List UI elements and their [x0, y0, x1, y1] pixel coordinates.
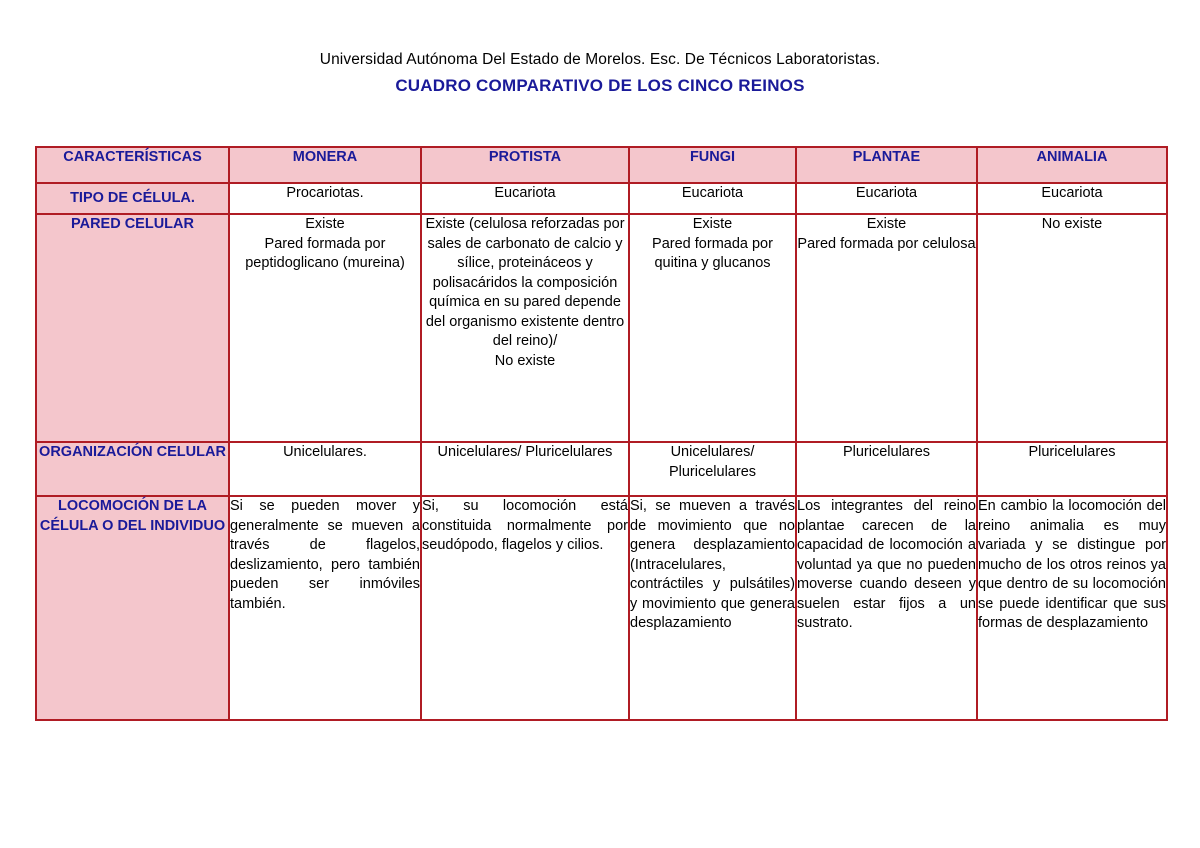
- table-row: [36, 442, 1167, 496]
- cell-protista-tipo: Eucariota: [421, 183, 629, 214]
- cell-plantae-locomocion: Los integrantes del reino plantae carecen de la capacidad de locomoción a voluntad ya que no pueden moverse cuando deseen y suelen estar fijos a un sustrato.: [796, 496, 977, 720]
- institution-line: Universidad Autónoma Del Estado de Morelos. Esc. De Técnicos Laboratoristas.: [319, 51, 881, 68]
- table-row: [36, 214, 1167, 442]
- cell-monera-pared: Existe Pared formada por peptidoglicano (mureina): [229, 214, 421, 442]
- column-header-monera: MONERA: [229, 147, 421, 183]
- cell-monera-tipo: Procariotas.: [229, 183, 421, 214]
- cell-plantae-tipo: Eucariota: [796, 183, 977, 214]
- cell-monera-locomocion: Si se pueden mover y generalmente se mueven a través de flagelos, deslizamiento, pero también pueden ser inmóviles también.: [229, 496, 421, 720]
- cell-plantae-organizacion: Pluricelulares: [796, 442, 977, 496]
- header-row: [36, 147, 1167, 183]
- column-header-fungi: FUNGI: [629, 147, 796, 183]
- cell-protista-locomocion: Si, su locomoción está constituida normalmente por seudópodo, flagelos y cilios.: [421, 496, 629, 720]
- row-header-tipo-celula: TIPO DE CÉLULA.: [36, 183, 229, 214]
- row-header-locomocion: LOCOMOCIÓN DE LA CÉLULA O DEL INDIVIDUO: [36, 496, 229, 720]
- row-header-organizacion-celular: ORGANIZACIÓN CELULAR: [36, 442, 229, 496]
- table-row: [36, 496, 1167, 720]
- cell-animalia-organizacion: Pluricelulares: [977, 442, 1167, 496]
- cell-fungi-pared: Existe Pared formada por quitina y glucanos: [629, 214, 796, 442]
- cell-fungi-tipo: Eucariota: [629, 183, 796, 214]
- column-header-protista: PROTISTA: [421, 147, 629, 183]
- cell-animalia-pared: No existe: [977, 214, 1167, 442]
- document-title: CUADRO COMPARATIVO DE LOS CINCO REINOS: [395, 76, 805, 95]
- cell-fungi-locomocion: Si, se mueven a través de movimiento que no genera desplazamiento (Intracelulares, contráctiles y pulsátiles) y movimiento que genera desplazamiento: [629, 496, 796, 720]
- cell-protista-organizacion: Unicelulares/ Pluricelulares: [421, 442, 629, 496]
- cell-animalia-locomocion: En cambio la locomoción del reino animalia es muy variada y se distingue por mucho de los otros reinos ya que dentro de su locomoción se puede identificar que sus formas de desplazamiento: [977, 496, 1167, 720]
- column-header-plantae: PLANTAE: [796, 147, 977, 183]
- comparison-table: [35, 146, 1168, 721]
- column-header-caracteristicas: CARACTERÍSTICAS: [36, 147, 229, 183]
- cell-monera-organizacion: Unicelulares.: [229, 442, 421, 496]
- cell-fungi-organizacion: Unicelulares/ Pluricelulares: [629, 442, 796, 496]
- cell-protista-pared: Existe (celulosa reforzadas por sales de carbonato de calcio y sílice, proteináceos y polisacáridos la composición química en su pared depende del organismo existente dentro del reino)/ No existe: [421, 214, 629, 442]
- cell-animalia-tipo: Eucariota: [977, 183, 1167, 214]
- row-header-pared-celular: PARED CELULAR: [36, 214, 229, 442]
- table-row: [36, 183, 1167, 214]
- column-header-animalia: ANIMALIA: [977, 147, 1167, 183]
- cell-plantae-pared: Existe Pared formada por celulosa: [796, 214, 977, 442]
